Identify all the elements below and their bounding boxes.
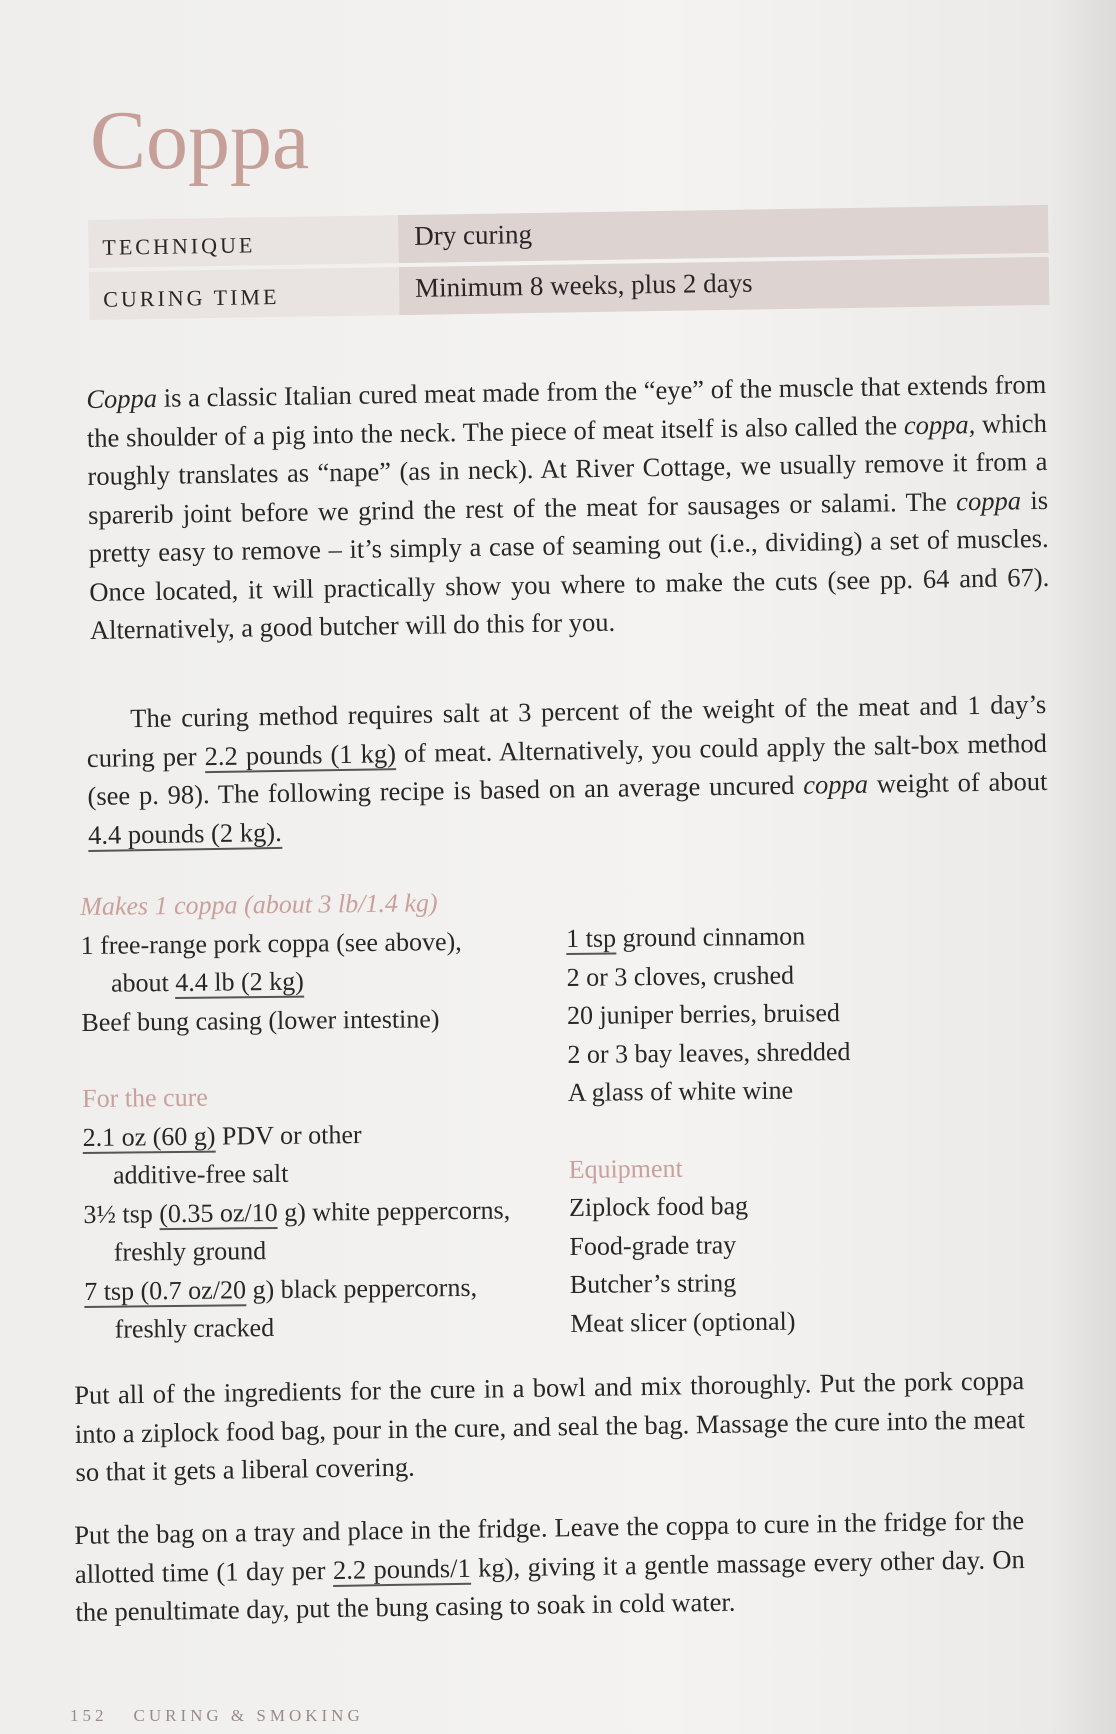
text-segment: freshly cracked — [114, 1312, 275, 1344]
underlined-text: 1 tsp — [566, 923, 617, 953]
text-segment: g) white peppercorns, — [277, 1195, 511, 1227]
spec-value: Dry curing — [398, 205, 1049, 263]
ingredient-line — [567, 993, 987, 1036]
ingredient-line — [566, 916, 986, 959]
text-segment: weight of about — [867, 765, 1048, 799]
text-segment: 20 juniper berries, bruised — [566, 998, 841, 1030]
spec-value: Minimum 8 weeks, plus 2 days — [399, 257, 1050, 315]
text-segment: Put the bag on a tray and place in the fridge. Leave the coppa to cure in the fridge for the allotted time (1 day per — [74, 1505, 1025, 1589]
equipment-item: Butcher’s string — [569, 1268, 737, 1299]
text-segment: freshly ground — [113, 1236, 267, 1267]
ingredient-line — [80, 921, 560, 965]
cure-heading: For the cure — [82, 1082, 208, 1113]
ingredient-line — [84, 1267, 564, 1311]
italic-text: coppa, — [903, 408, 976, 440]
text-segment: g) black peppercorns, — [245, 1272, 478, 1304]
equipment-item: Meat slicer (optional) — [570, 1306, 796, 1338]
spec-label: CURING TIME — [89, 267, 400, 320]
ingredient-line — [566, 954, 986, 997]
underlined-text: 4.4 pounds (2 kg). — [87, 816, 282, 850]
text-segment: which roughly translates as “nape” (as in neck). At River Cottage, we usually remove it from a sparerib joint before we grind the rest of the meat for sausages or salami. The — [87, 407, 1048, 530]
page-number: 152 — [70, 1706, 108, 1725]
intro-paragraph-1 — [86, 365, 1050, 650]
ingredient-line — [81, 960, 561, 1004]
text-segment: 1 free-range pork coppa (see above), — [80, 926, 462, 960]
text-segment: Put all of the ingredients for the cure in a bowl and mix thoroughly. Put the pork coppa into a ziplock food bag, pour in the cure, and seal the bag. Massage the cure into the meat so that it gets a liberal covering. — [74, 1365, 1026, 1487]
equipment-item: Food-grade tray — [569, 1229, 737, 1261]
page-footer — [70, 1706, 390, 1726]
ingredient-line — [84, 1306, 564, 1350]
text-segment: 2 or 3 bay leaves, shredded — [567, 1036, 851, 1069]
equipment-heading: Equipment — [568, 1153, 683, 1184]
spec-label: TECHNIQUE — [88, 215, 399, 268]
underlined-text: 4.4 lb (2 kg) — [175, 966, 304, 998]
text-segment: kg), giving it a gentle massage every other day. On the penultimate day, put the bung casing to soak in cold water. — [75, 1543, 1026, 1627]
underlined-text: 7 tsp (0.7 oz/20 — [84, 1274, 247, 1306]
text-segment: Beef bung casing (lower intestine) — [81, 1003, 440, 1037]
text-segment: is a classic Italian cured meat made from the “eye” of the muscle that extends from the shoulder of a pig into the neck. The piece of meat itself is also called the — [86, 368, 1047, 453]
text-segment: PDV or other — [215, 1119, 362, 1151]
text-segment: is pretty easy to remove – it’s simply a case of seaming out (i.e., dividing) a set of muscles. Once located, it will practically show you where to make the cuts (see pp. 64 and 67). Alternatively, a good butcher will do this for you. — [88, 484, 1050, 645]
ingredient-line — [84, 1229, 564, 1273]
spec-row-curing-time — [89, 257, 1050, 320]
underlined-text: 2.2 pounds/1 — [332, 1552, 471, 1585]
italic-text: coppa — [802, 768, 869, 800]
section-name: CURING & SMOKING — [133, 1706, 364, 1725]
equipment-item: Ziplock food bag — [568, 1191, 749, 1222]
method-paragraph-2 — [74, 1501, 1026, 1631]
underlined-text: 2.2 pounds (1 kg) — [204, 737, 397, 771]
text-segment: ground cinnamon — [615, 921, 806, 953]
ingredient-line — [82, 1113, 562, 1157]
text-segment: 2 or 3 cloves, crushed — [566, 960, 795, 992]
specs-table — [88, 205, 1050, 324]
recipe-title: Coppa — [90, 94, 310, 187]
ingredients-right-column — [566, 916, 990, 1343]
text-segment: of meat. Alternatively, you could apply the salt-box method (see p. 98). The following recipe is based on an average uncured — [87, 727, 1048, 811]
ingredient-line — [568, 1070, 988, 1113]
ingredient-line — [83, 1190, 563, 1234]
intro-paragraph-2 — [86, 685, 1048, 854]
yield-note: Makes 1 coppa (about 3 lb/1.4 kg) — [80, 888, 438, 921]
text-segment: about — [110, 968, 176, 998]
method-paragraph-1 — [74, 1361, 1026, 1491]
italic-text: coppa — [955, 484, 1022, 516]
ingredient-line — [81, 998, 561, 1042]
italic-text: Coppa — [86, 382, 158, 414]
ingredients-left-column — [80, 883, 565, 1350]
ingredient-line — [567, 1031, 987, 1074]
text-segment: The curing method requires salt at 3 percent of the weight of the meat and 1 day’s curing per — [86, 688, 1047, 773]
text-segment: 3½ tsp — [83, 1198, 160, 1229]
ingredient-line — [83, 1152, 563, 1196]
text-segment: A glass of white wine — [567, 1075, 794, 1107]
text-segment: additive-free salt — [112, 1158, 289, 1190]
underlined-text: 2.1 oz (60 g) — [82, 1121, 216, 1152]
underlined-text: (0.35 oz/10 — [159, 1197, 278, 1228]
